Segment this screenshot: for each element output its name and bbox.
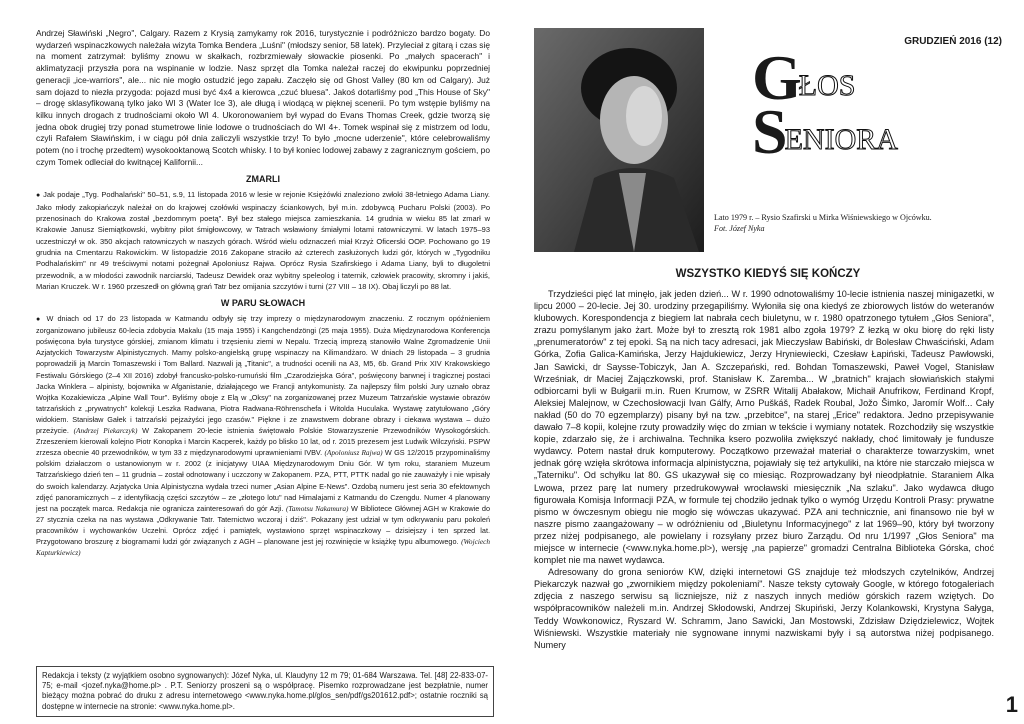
paru-text-4: W Bibliotece Głównej AGH w Krakowie do 27 stycznia czeka na nas wystawa „Odkrywanie Tatr. Taternictwo wczoraj i dziś". Pokazany jest udział w tym odkrywaniu paru pokoleń pracowników i wychowanków Uczelni. Oprócz zdjęć i pamiątek, wystawiono sprzęt wspinaczkowy – dzisiejszy i ten sprzed lat. Przygotowano broszurę z biogramami ludzi gór związanych z AGH – planowane jest jej rozwinięcie w książkę typu albumowego.: [36, 503, 491, 546]
photo-caption-text: Lato 1979 r. – Rysio Szafirski u Mirka Wiśniewskiego w Ojcówku.: [714, 213, 932, 222]
portrait-photo: [534, 28, 704, 252]
article-title: WSZYSTKO KIEDYŚ SIĘ KOŃCZY: [675, 268, 861, 280]
paru-text-1: W dniach od 17 do 23 listopada w Katmandu odbyły się trzy imprezy o międzynarodowym znaczeniu. Z rocznym opóźnieniem zorganizowano jubileusz 60-lecia zdobycia Makalu (15 maja 1955) i Kangchendzöngi (25 maja 1955). Duża Międzynarodowa Konferencja poświęcona była turystyce górskiej, zmianom klimatu i trzęsieniu ziemi w Nepalu. Trzecią imprezą stanowiło Walne Zgromadzenie Unii Azjatyckich Towarzystw Alpinistycznych. Mamy polsko-angielską grupę wspinaczy na Kilimandżaro. W dniach 29 listopada – 3 grudnia poprowadzili ją Marcin Tomaszewski i Tom Ballard. Nazwali ją „Titanic", a trudności ocenili na A3, M5, 6b. Grand Prix XIV Krakowskiego Festiwalu Górskiego (2–4 XII 2016) zdobył francusko-polsko-rumuński film „Czarodziejska Góra", poświęcony barwnej i tragicznej postaci Jacka Winklera – alpinisty, bojownika w Afganistanie, działającego we Francji antykomunisty. Za najlepszy film polski Jury uznało obraz Wojtka Kozakiewicza „Alpine Wall Tour". Byliśmy oboje z Elą w „Oksy" na zorganizowanej przez Muzeum Tatrzańskie wystawie obrazów tatrzańskich z „prywatnych" kolekcji Leszka Radwana, Piotra Radwana-Röhrenschefa i Witolda Huculaka. Wystawę zatytułowano „Góry widokiem. Stanisław Gałek i tatrzański pejzażyści jego czasów." Piękne i ze znawstwem dobrane obrazy i ciekawa wystawa – dużo przeżycie.: [36, 314, 491, 436]
author-signature: (Andrzej Piekarczyk): [73, 426, 138, 436]
paru-slowach-paragraph: [36, 313, 490, 558]
left-column: [36, 28, 490, 558]
masthead-letter-s: S: [752, 96, 787, 167]
author-signature: (Apoloniusz Rajwa): [324, 448, 383, 458]
zmarli-text: Jak podaje „Tyg. Podhalański" 50–51, s.9, 11 listopada 2016 w lesie w rejonie Księżówki znaleziono zwłoki 38-letniego Adama Liany. Jako młody zakopiańczyk należał on do krajowej czołówki wspinaczy ściankowych, był m.in. zdobywcą Pucharu Polski (2003). Po przenosinach do Krakowa został „bezdomnym poetą". Był bez stałego miejsca zamieszkania. 14 grudnia w wieku 85 lat zmarł w Krakowie Janusz Siemiątkowski, wybitny pilot śmigłowcowy, w Tatrach wsławiony śmiałymi lotami ratowniczymi. W latach 1975–93 uczestniczył w ok. 350 akcjach ratowniczych w naszych górach. Wśród wielu odznaczeń miał Krzyż Oficerski OOP. Pochowano go 19 grudnia na Cmentarzu Rakowickim. W listopadzie 2016 Zakopane straciło aż czterech zasłużonych ludzi gór, których w „Tygodniku Podhalańskim" nr 49 treściwymi notami pożegnał Apoloniusz Rajwa. Oprócz Rysia Szafirskiego i Adama Liany, byli to długoletni przewodnik, a w młodości zawodnik narciarski, Tadeusz Dewidek oraz wybitny speleolog i taternik, człowiek pracowity, skromny i jakiś, Marian Kruczek. W r. 1960 przeszedł on główną grań Tatr bez omijania szczytów i turni (27 VIII – 18 IX). Obaj liczyli po 88 lat.: [36, 190, 490, 291]
editorial-footer-text: Redakcja i teksty (z wyjątkiem osobno sygnowanych): Józef Nyka, ul. Klaudyny 12 m 79; 01-684 Warszawa. Tel. [48] 22-833-07-75; e-mail <jozef.nyka@home.pl> . P.T. Seniorzy proszeni są o współpracę. Pisemko rozprowadzane jest bezpłatnie, numer bieżący można pobrać do druku z adresu internetowego <www.nyka.home.pl/glos_sen/pdf/gs201612.pdf>; ostatnie roczniki są dostępne w internecie na stronie: <www.nyka.home.pl>.: [42, 671, 488, 711]
bullet-icon: ●: [36, 192, 41, 200]
zmarli-paragraph: [36, 189, 490, 292]
bullet-icon: ●: [36, 316, 43, 324]
paru-slowach-heading: W PARU SŁOWACH: [220, 298, 306, 309]
article-paragraph: Trzydzieści pięć lat minęło, jak jeden dzień... W r. 1990 odnotowaliśmy 10-lecie istnienia naszej minigazetki, w lipcu 2000 – 20-lecie. Jej 30. urodziny przegapiliśmy. Wyłoniła się ona kiedyś ze zbiorowych listów do weteranów klubowych. Korespondencja z biegiem lat nabrała cech biuletynu, w r. 1980 opatrzonego tytułem „Głos Seniora", zrazu pomyślanym jako żart. Może był to zresztą rok 1981 albo zgoła 1979? Z łezką w oku biorę do ręki listy „prenumeratorów" z tej epoki. Są na nich tacy adresaci, jak Mieczysław Babiński, dr Bolesław Chwaściński, Adam Górka, Zofia Galica-Kamińska, Jerzy Hajdukiewicz, Jerzy Hryniewiecki, Czesław Łapiński, Tadeusz Pawłowski, Jan Sawicki, dr Saysse-Tobiczyk, Jan A. Szczepański, red. Bohdan Tomaszewski, Paweł Vogel, Stanisław Wrześniak, dr Maciej Zajączkowski, prof. Stanisław K. Zaremba... W „bratnich" krajach słowiańskich stałymi odbiorcami byli w Bułgarii m.in. Ruen Krumow, w ZSRR Witalij Abałakow, Michaił Anufrikow, Ferdinand Kropf, Aleksiej Malejnow, w Czechosłowacji Ivan Gálfy, Arno Puškáš, Radek Roubal, Jožo Šimko, Jaromír Wolf... Cały nakład (50 do 70 egzemplarzy) pisany był na tzw. „przebitce", na starej „Erice" redaktora. Jedno przepisywanie dawało 7–8 kopii, kolejne rzuty prowadziły więc do zmian w tekście i wymiany notatek. Rozchodziły się wszystkie kopie, zdarzało się, że i archiwalna. Technika ksero pozwoliła zwiększyć nakłady, choć limitowały je fundusze wydawcy. Potem nastał druk komputerowy. Początkowo przeważał materiał o charakterze towarzyskim, wnet jednak górę wzięła skrótowa informacja alpinistyczna, pojawiały się też artykuliki, na które nie starczało miejsca w „Taterniku". Od schyłku lat 80. GS ukazywał się co miesiąc. Rozprowadzany był nieodpłatnie. Staraniem Alka Lwowa, przez parę lat numery przedrukowywał wrocławski miesięcznik „Na szlaku". Jako wydawca długo figurowała Komisja Informacji PZA, w formule tej chodziło jednak tylko o wymóg Urzędu Kontroli Prasy: prywatne pismo w ówczesnym obiegu nie mogło się wówczas ukazywać. PZA ani technicznie, ani finansowo nie był w naszre pismo zaangażowany – w odróżnieniu od „Biuletynu Informacyjnego" z lat 1969–90, który był tworzony przez niżej podpisanego, ale powielany i rozsyłany przez biuro Zarządu. Od nru 1/1997 „Głos Seniora" ma miejsce w internecie (<www.nyka.home.pl>), wersję „na papierze" gromadzi Centralna Biblioteka Górska, choć komplet nie ma nawet wydawca.: [534, 289, 994, 566]
masthead-word-eniora: ENIORA: [784, 123, 898, 156]
right-column: [534, 28, 1002, 718]
intro-text: Andrzej Sławiński „Negro", Calgary. Razem z Krysią zamykamy rok 2016, turystycznie i podróżniczo bardzo bogaty. Do wydarzeń wspinaczkowych należała wizyta Tomka Bendera „Luśni" (młodszy senior, 58 latek). Przyleciał z gitarą i czas się na moment zatrzymał: byliśmy znowu w skałkach, rozbrzmiewały słowackie piosenki. Po „małych spacerach" i aklimatyzacji przyszła pora na wspinanie w lodzie. Nasz sprzęt dla Tomka należał raczej do ekwipunku poprzedniej generacji „ice-warriors", ale... nic nie mogło ostudzić jego zapału. Zaczęło się od Ghost Valley (80 km od Calgary). Już sam dojazd to niezła przygoda: pojazd musi być 4x4 a kierowca „czuć bluesa". Jakoś dotarliśmy pod „This House of Sky" – drogę sklasyfikowaną tylko jako WI 3 (Water Ice 3), ale długą i wiodącą w pięknej scenerii. Po tym wstępie byliśmy na kilku innych drogach z trudnościami około WI 4. Ukoronowaniem był wypad do Evans Thomas Creek, gdzie tworzą się jedna obok drugiej trzy ponad stumetrowe linie lodowe o trudnościach do WI 4+. Tomek wspinał się z mistrzem od lodu, czyli Rafałem Sławińskim, i w ciągu pół dnia zaliczyli wszystkie trzy! To było „mocne uderzenie", które celebrowaliśmy potem (no i trochę przedtem) wysokooktanową Scotch whisky. I to był koniec lodowej zabawy z zagranicznym gościem, po czym Tomek odleciał do kwitnącej Kalifornii...: [36, 28, 490, 167]
article-body: [534, 288, 994, 651]
page-number: 1: [1005, 692, 1018, 717]
paru-text-3: W GS 12/2015 przypominaliśmy polskim działaczom o ustanowionym w r. 2002 (z inicjatywy UIAA Międzynarodowym Dniu Gór. W tym roku, staraniem Muzeum Tatrzańskiego dzień ten – 11 grudnia – został odnotowany i uczczony w Zakopanem. PZA, PTT, PTTK nadal go nie zauważyły i nie wpisały do swoich kalendarzy. Azjatycka Unia Alpinistyczna wydała trzeci numer „Asian Alpine E-News". Ozdobą numeru jest seria 30 efektownych zdjęć panoramicznych – z identyfikacją części szczytów – ze „złotego lotu" nad Himalajami z Katmandu do Czengdu. Numer 4 planowany jest na początek marca. Redakcja nie ogranicza zainteresowań do gór Azji.: [36, 448, 490, 513]
author-signature: (Tamotsu Nakamura): [285, 503, 349, 513]
author-signature: (Wojciech Kapturkiewicz): [36, 536, 490, 558]
editorial-footer-box: [36, 666, 494, 717]
portrait-photo-image: [534, 28, 704, 252]
paru-text-2: W Zakopanem 20-lecie istnienia świętowało Polskie Stowarzyszenie Przewodników Wysokogórskich. Zrzeszeniem kierowali kolejno Piotr Konopka i Marcin Kacperek, każdy po blisko 10 lat, od r. 2015 prezesem jest Ludwik Wilczyński. PSPW zrzesza obecnie 40 przewodników, w tym 33 z międzynarodowymi uprawnieniami IVBV.: [36, 426, 490, 458]
article-paragraph: Adresowany do grona seniorów KW, dzięki internetowi GS znajduje też młodszych czytelników, Andrzej Piekarczyk nazwał go „zwornikiem między pokoleniami". Nasze teksty cytowały Google, w którego fotogaleriach zdjęcia z naszego serwisu są liczniejsze, niż z naszych innych mediów górskich razem wziętych. Do współpracowników należeli m.in. Andrzej Skłodowski, Andrzej Skupiński, Jerzy Kolankowski, Krystyna Sałyga, Teddy Wowkonowicz, Ryszard W. Schramm, Jano Sawicki, Jan Mostowski, Zdzisław Dziędzielewicz, Wojtek Wiśniewski. Wszystkie materiały nie sygnowane innymi nazwiskami były i są autorstwa niżej podpisanego. Numery: [534, 567, 994, 650]
issue-date: GRUDZIEŃ 2016 (12): [904, 36, 1002, 47]
masthead-logo: [752, 42, 898, 167]
photo-caption: [714, 212, 1004, 234]
intro-paragraph: [36, 28, 490, 168]
masthead-word-los: ŁOS: [798, 69, 856, 102]
masthead-letter-g: G: [752, 42, 801, 113]
zmarli-heading: ZMARLI: [246, 174, 280, 185]
photo-credit: Fot. Józef Nyka: [714, 224, 765, 233]
